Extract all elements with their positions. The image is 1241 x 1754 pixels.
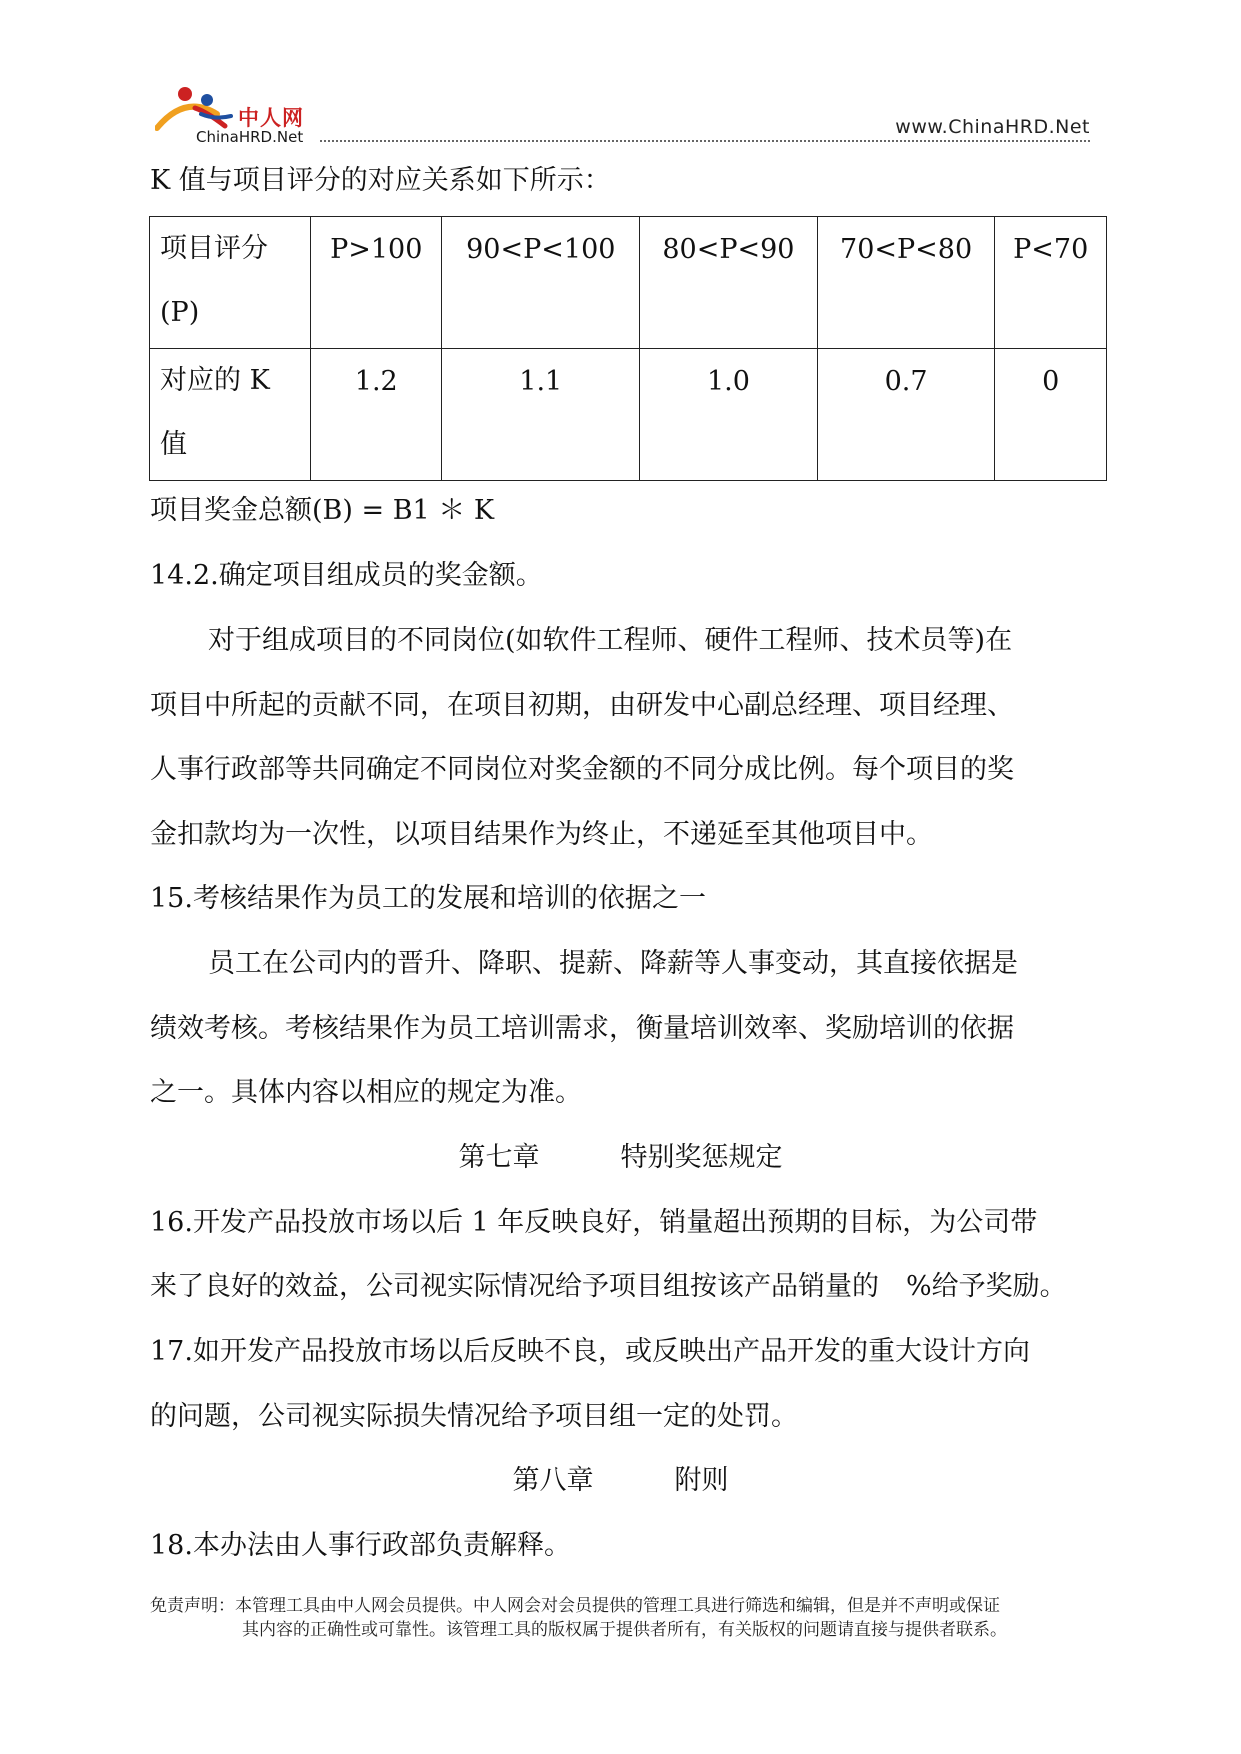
- k-value-table: [149, 216, 1107, 481]
- table-cell: 0.7: [817, 349, 995, 481]
- bonus-formula: 项目奖金总额(B) = B1 ＊ K: [150, 495, 495, 526]
- logo-english-text: ChinaHRD.Net: [196, 128, 304, 146]
- intro-text: K 值与项目评分的对应关系如下所示：: [150, 165, 611, 196]
- section-15-title: 15.考核结果作为员工的发展和培训的依据之一: [150, 883, 706, 914]
- paragraph-line: 项目中所起的贡献不同，在项目初期，由研发中心副总经理、项目经理、: [150, 690, 1014, 721]
- section-18-text: 18.本办法由人事行政部负责解释。: [150, 1530, 571, 1561]
- chapter-8-heading: 第八章 附则: [512, 1465, 729, 1496]
- chapter-7-heading: 第七章 特别奖惩规定: [458, 1142, 783, 1173]
- table-cell: 1.2: [311, 349, 442, 481]
- disclaimer-line: 其内容的正确性或可靠性。该管理工具的版权属于提供者所有，有关版权的问题请直接与提供者联系。: [242, 1620, 1007, 1640]
- site-url: www.ChinaHRD.Net: [895, 116, 1090, 138]
- table-cell: 80<P<90: [640, 217, 818, 349]
- header-divider: [320, 140, 1090, 142]
- section-16-line: 来了良好的效益，公司视实际情况给予项目组按该产品销量的 %给予奖励。: [150, 1271, 1067, 1302]
- paragraph-line: 金扣款均为一次性，以项目结果作为终止，不递延至其他项目中。: [150, 819, 933, 850]
- paragraph-line: 绩效考核。考核结果作为员工培训需求，衡量培训效率、奖励培训的依据: [150, 1013, 1014, 1044]
- section-14-2-title: 14.2.确定项目组成员的奖金额。: [150, 560, 543, 591]
- table-row: [150, 217, 1107, 349]
- table-cell: 1.1: [442, 349, 640, 481]
- table-cell: 90<P<100: [442, 217, 640, 349]
- logo-chinese-text: 中人网: [238, 106, 304, 130]
- section-17-line: 17.如开发产品投放市场以后反映不良，或反映出产品开发的重大设计方向: [150, 1336, 1030, 1367]
- table-cell: 70<P<80: [817, 217, 995, 349]
- table-cell: 0: [995, 349, 1107, 481]
- paragraph-line: 人事行政部等共同确定不同岗位对奖金额的不同分成比例。每个项目的奖: [150, 754, 1014, 785]
- table-header-score: 项目评分(P): [150, 217, 311, 349]
- section-16-line: 16.开发产品投放市场以后 1 年反映良好，销量超出预期的目标，为公司带: [150, 1207, 1038, 1238]
- table-cell: P>100: [311, 217, 442, 349]
- table-cell: P<70: [995, 217, 1107, 349]
- paragraph-line: 之一。具体内容以相应的规定为准。: [150, 1077, 582, 1108]
- disclaimer-line: 免责声明：本管理工具由中人网会员提供。中人网会对会员提供的管理工具进行筛选和编辑，但是并不声明或保证: [150, 1596, 1000, 1616]
- section-17-line: 的问题，公司视实际损失情况给予项目组一定的处罚。: [150, 1401, 798, 1432]
- table-row: [150, 349, 1107, 481]
- table-cell: 1.0: [640, 349, 818, 481]
- paragraph-line: 对于组成项目的不同岗位(如软件工程师、硬件工程师、技术员等)在: [208, 625, 1013, 656]
- table-header-k: 对应的 K 值: [150, 349, 311, 481]
- paragraph-line: 员工在公司内的晋升、降职、提薪、降薪等人事变动，其直接依据是: [208, 948, 1018, 979]
